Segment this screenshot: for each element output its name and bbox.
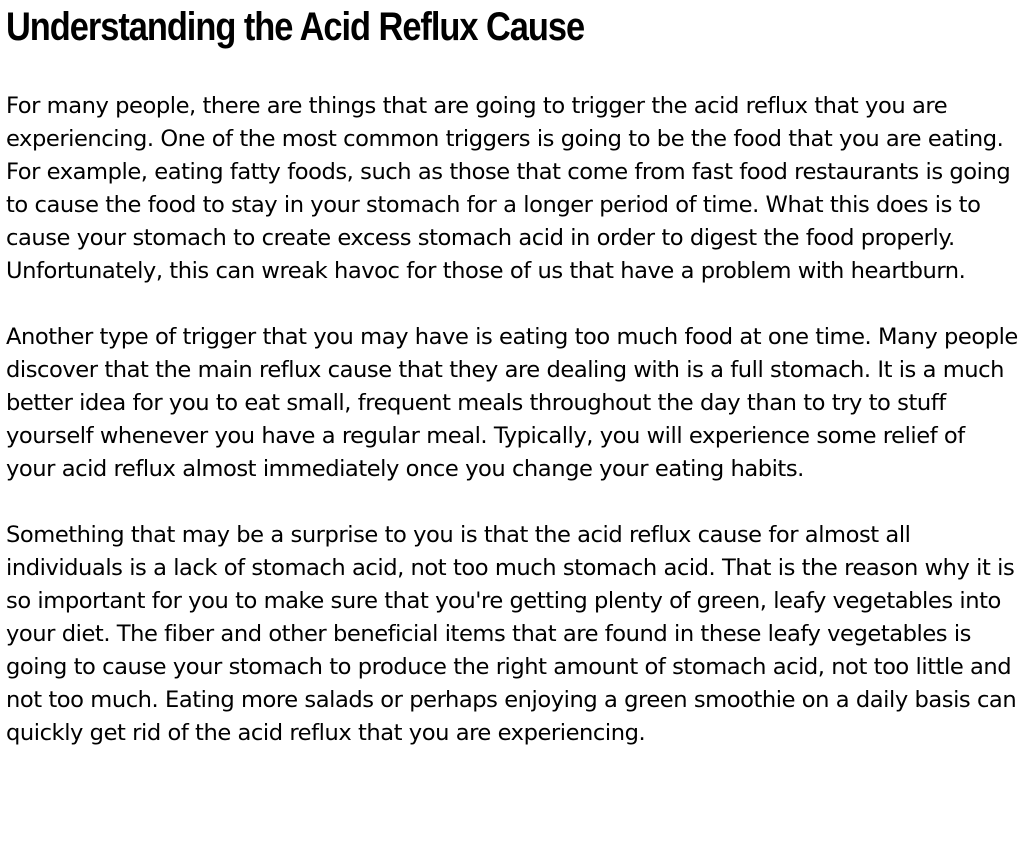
article-paragraph-3: Something that may be a surprise to you is that the acid reflux cause for almost all individuals is a lack of stomach acid, not too much stomach acid. That is the reason why it is so important for you to make sure that you're getting plenty of green, leafy vegetables into your diet. The fiber and other beneficial items that are found in these leafy vegetables is going to cause your stomach to produce the right amount of stomach acid, not too little and not too much. Eating more salads or perhaps enjoying a green smoothie on a daily basis can quickly get rid of the acid reflux that you are experiencing. — [6, 522, 1017, 746]
article-paragraph-1: For many people, there are things that are going to trigger the acid reflux that you are experiencing. One of the most common triggers is going to be the food that you are eating. For example, eating fatty foods, such as those that come from fast food restaurants is going to cause the food to stay in your stomach for a longer period of time. What this does is to cause your stomach to create excess stomach acid in order to digest the food properly. Unfortunately, this can wreak havoc for those of us that have a problem with heartburn. — [6, 93, 1011, 284]
article-title: Understanding the Acid Reflux Cause — [6, 5, 585, 49]
article-paragraph-2: Another type of trigger that you may have is eating too much food at one time. Many people discover that the main reflux cause that they are dealing with is a full stomach. It is a much better idea for you to eat small, frequent meals throughout the day than to try to stuff yourself whenever you have a regular meal. Typically, you will experience some relief of your acid reflux almost immediately once you change your eating habits. — [6, 324, 1018, 482]
article — [6, 4, 1018, 750]
